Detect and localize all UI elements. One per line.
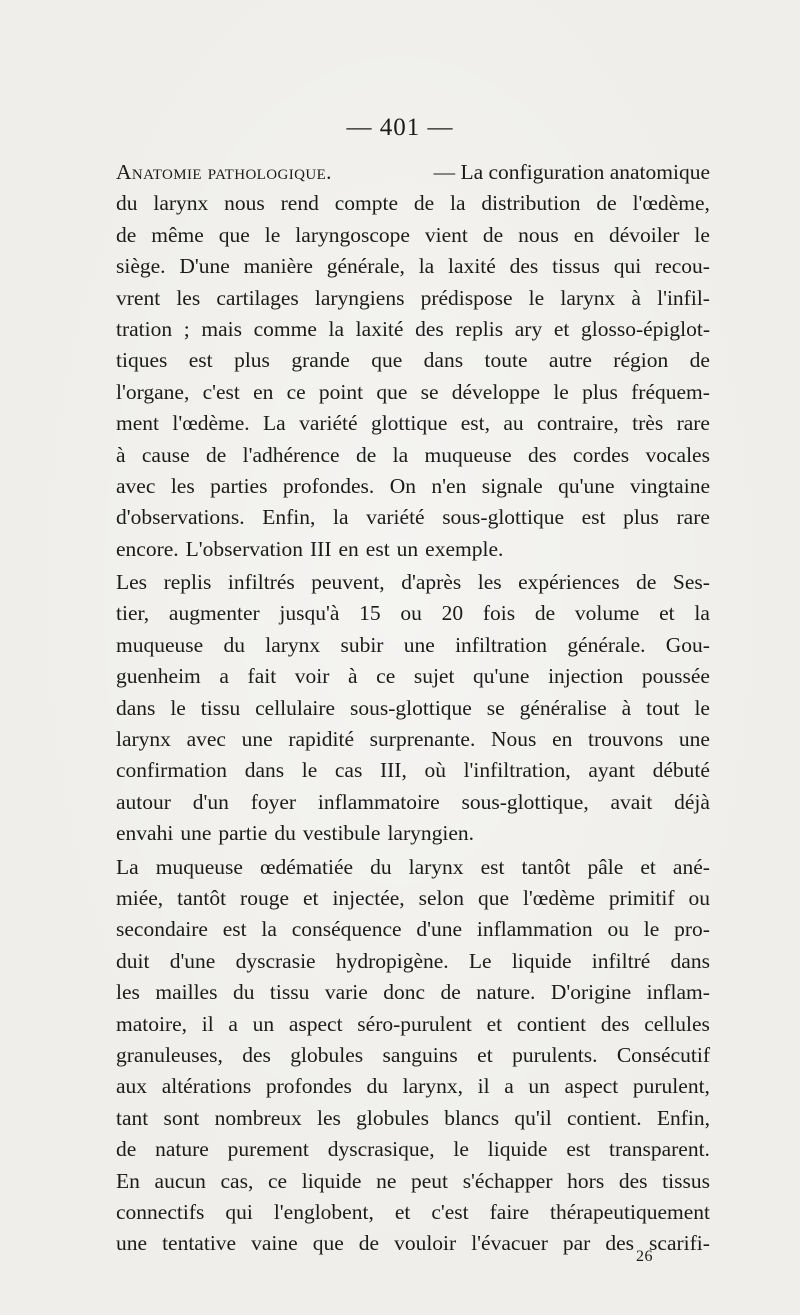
text-line: ment l'œdème. La variété glottique est, au contraire, très rare — [116, 411, 710, 436]
text-line: dans le tissu cellulaire sous-glottique se généralise à tout le — [116, 695, 710, 720]
text-line: à cause de l'adhérence de la muqueuse des cordes vocales — [116, 442, 710, 467]
text-line: guenheim a fait voir à ce sujet qu'une injection poussée — [116, 664, 710, 689]
signature-mark: 26 — [636, 1248, 653, 1265]
text-line: La muqueuse œdématiée du larynx est tantôt pâle et ané- — [116, 854, 710, 879]
text-line: du larynx nous rend compte de la distribution de l'œdème, — [116, 191, 710, 216]
text-line: tration ; mais comme la laxité des replis ary et glosso-épiglot- — [116, 316, 710, 341]
text-line-heading — [116, 157, 710, 188]
text-line: connectifs qui l'englobent, et c'est faire thérapeutiquement — [116, 1199, 710, 1224]
text-line: granuleuses, des globules sanguins et purulents. Consécutif — [116, 1042, 710, 1067]
text-line: duit d'une dyscrasie hydropigène. Le liquide infiltré dans — [116, 948, 710, 973]
text-line: encore. L'observation III en est un exemple. — [116, 536, 504, 561]
text-line: secondaire est la conséquence d'une inflammation ou le pro- — [116, 917, 710, 942]
text-line: avec les parties profondes. On n'en signale qu'une vingtaine — [116, 473, 710, 498]
text-line: l'organe, c'est en ce point que se développe le plus fréquem- — [116, 379, 710, 404]
text-line: En aucun cas, ce liquide ne peut s'échapper hors des tissus — [116, 1168, 710, 1193]
text-line: autour d'un foyer inflammatoire sous-glottique, avait déjà — [116, 789, 710, 814]
text-line: aux altérations profondes du larynx, il a un aspect purulent, — [116, 1074, 710, 1099]
page-number: — 401 — — [346, 114, 454, 141]
text-line: les mailles du tissu varie donc de nature. D'origine inflam- — [116, 980, 710, 1005]
text-line: une tentative vaine que de vouloir l'évacuer par des scarifi- — [116, 1231, 710, 1256]
text-line: tant sont nombreux les globules blancs qu'il contient. Enfin, — [116, 1105, 710, 1130]
text-line: d'observations. Enfin, la variété sous-glottique est plus rare — [116, 505, 710, 530]
text-line: confirmation dans le cas III, où l'infiltration, ayant débuté — [116, 758, 710, 783]
text-line: tier, augmenter jusqu'à 15 ou 20 fois de volume et la — [116, 601, 710, 626]
text-line: larynx avec une rapidité surprenante. Nous en trouvons une — [116, 727, 710, 752]
text-line: muqueuse du larynx subir une infiltration générale. Gou- — [116, 632, 710, 657]
text-line: Les replis infiltrés peuvent, d'après les expériences de Ses- — [116, 570, 710, 595]
text-line: de même que le laryngoscope vient de nous en dévoiler le — [116, 222, 710, 247]
text-line: envahi une partie du vestibule laryngien. — [116, 821, 475, 846]
section-heading: Anatomie pathologique. — [116, 160, 332, 184]
body-text — [116, 157, 710, 1260]
text-line: tiques est plus grande que dans toute autre région de — [116, 348, 710, 373]
text-line: matoire, il a un aspect séro-purulent et contient des cellules — [116, 1011, 710, 1036]
text-line: siège. D'une manière générale, la laxité des tissus qui recou- — [116, 254, 710, 279]
text-line: miée, tantôt rouge et injectée, selon que l'œdème primitif ou — [116, 885, 710, 910]
text-line: vrent les cartilages laryngiens prédispose le larynx à l'infil- — [116, 285, 710, 310]
heading-continuation: — La configuration anatomique — [433, 160, 710, 184]
text-line: de nature purement dyscrasique, le liquide est transparent. — [116, 1137, 710, 1162]
